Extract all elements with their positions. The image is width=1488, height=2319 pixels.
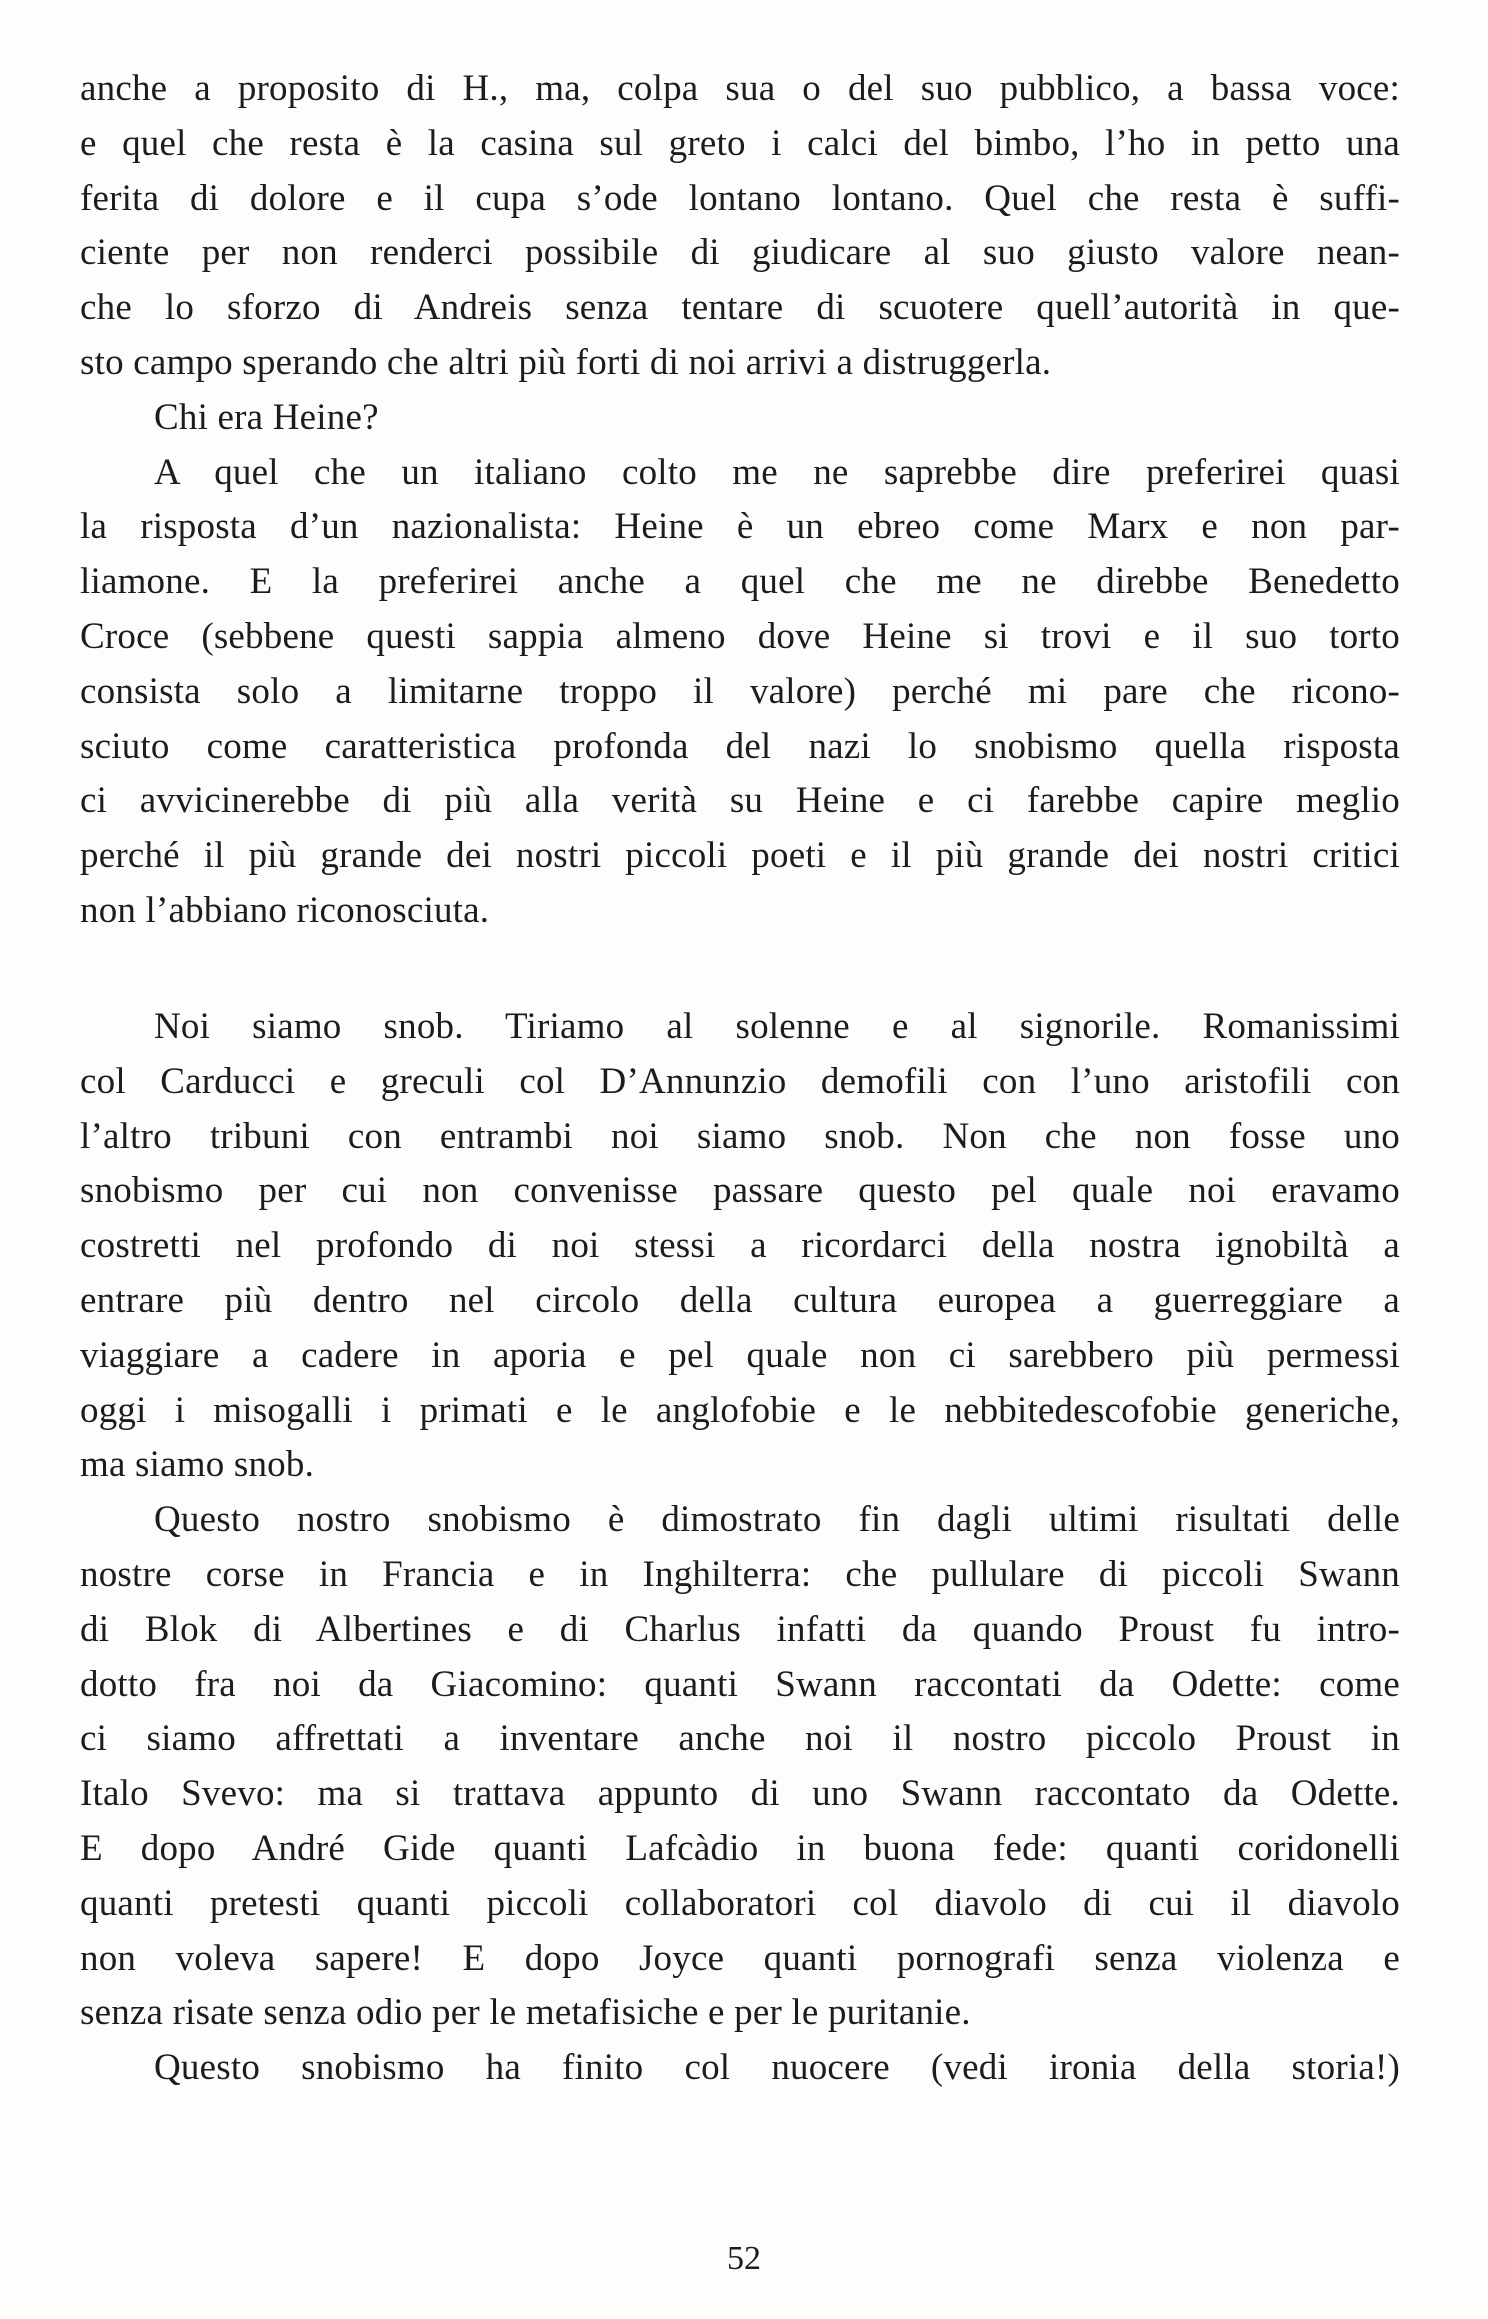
text-line: ci avvicinerebbe di più alla verità su Heine e ci farebbe capire meglio xyxy=(80,780,1400,822)
text-line: nostre corse in Francia e in Inghilterra: che pullulare di piccoli Swann xyxy=(80,1553,1400,1595)
text-line: la risposta d’un nazionalista: Heine è un ebreo come Marx e non par- xyxy=(80,506,1400,548)
text-line: E dopo André Gide quanti Lafcàdio in buona fede: quanti coridonelli xyxy=(80,1827,1400,1869)
text-line: e quel che resta è la casina sul greto i calci del bimbo, l’ho in petto una xyxy=(80,122,1400,164)
text-line: non voleva sapere! E dopo Joyce quanti pornografi senza violenza e xyxy=(80,1937,1400,1979)
text-line-question: Chi era Heine? xyxy=(154,396,379,438)
text-line: senza risate senza odio per le metafisiche e per le puritanie. xyxy=(80,1992,971,2034)
text-line: non l’abbiano riconosciuta. xyxy=(80,889,490,931)
text-line: perché il più grande dei nostri piccoli poeti e il più grande dei nostri critici xyxy=(80,835,1400,877)
text-line: viaggiare a cadere in aporia e pel quale non ci sarebbero più permessi xyxy=(80,1334,1400,1376)
text-line: l’altro tribuni con entrambi noi siamo snob. Non che non fosse uno xyxy=(80,1115,1400,1157)
text-line: A quel che un italiano colto me ne saprebbe dire preferirei quasi xyxy=(154,451,1400,493)
text-line: Questo snobismo ha finito col nuocere (vedi ironia della storia!) xyxy=(154,2047,1400,2089)
text-line: oggi i misogalli i primati e le anglofobie e le nebbitedescofobie generiche, xyxy=(80,1389,1400,1431)
text-line: ciente per non renderci possibile di giudicare al suo giusto valore nean- xyxy=(80,232,1400,274)
text-line: col Carducci e greculi col D’Annunzio demofili con l’uno aristofili con xyxy=(80,1060,1400,1102)
text-line: sto campo sperando che altri più forti di noi arrivi a distruggerla. xyxy=(80,341,1052,383)
text-line: che lo sforzo di Andreis senza tentare di scuotere quell’autorità in que- xyxy=(80,287,1400,329)
text-line: entrare più dentro nel circolo della cultura europea a guerreggiare a xyxy=(80,1279,1400,1321)
text-line: Croce (sebbene questi sappia almeno dove Heine si trovi e il suo torto xyxy=(80,615,1400,657)
text-section-snobismo xyxy=(80,1000,1400,2096)
text-line: ma siamo snob. xyxy=(80,1444,315,1486)
text-line: ci siamo affrettati a inventare anche noi il nostro piccolo Proust in xyxy=(80,1718,1400,1760)
text-line: ferita di dolore e il cupa s’ode lontano lontano. Quel che resta è suffi- xyxy=(80,177,1400,219)
text-line: snobismo per cui non convenisse passare questo pel quale noi eravamo xyxy=(80,1170,1400,1212)
text-section-heine xyxy=(80,62,1400,939)
text-line: quanti pretesti quanti piccoli collaboratori col diavolo di cui il diavolo xyxy=(80,1882,1400,1924)
text-line: Italo Svevo: ma si trattava appunto di uno Swann raccontato da Odette. xyxy=(80,1773,1400,1815)
page-number: 52 xyxy=(727,2240,761,2277)
text-line: Noi siamo snob. Tiriamo al solenne e al signorile. Romanissimi xyxy=(154,1006,1400,1047)
text-line: costretti nel profondo di noi stessi a ricordarci della nostra ignobiltà a xyxy=(80,1225,1400,1267)
text-line: anche a proposito di H., ma, colpa sua o del suo pubblico, a bassa voce: xyxy=(80,68,1400,109)
text-line: consista solo a limitarne troppo il valore) perché mi pare che ricono- xyxy=(80,670,1400,712)
text-line: sciuto come caratteristica profonda del nazi lo snobismo quella risposta xyxy=(80,725,1400,767)
text-line: dotto fra noi da Giacomino: quanti Swann raccontati da Odette: come xyxy=(80,1663,1400,1705)
text-line: Questo nostro snobismo è dimostrato fin dagli ultimi risultati delle xyxy=(154,1499,1400,1541)
text-line: di Blok di Albertines e di Charlus infatti da quando Proust fu intro- xyxy=(80,1608,1400,1650)
text-line: liamone. E la preferirei anche a quel che me ne direbbe Benedetto xyxy=(80,561,1400,603)
